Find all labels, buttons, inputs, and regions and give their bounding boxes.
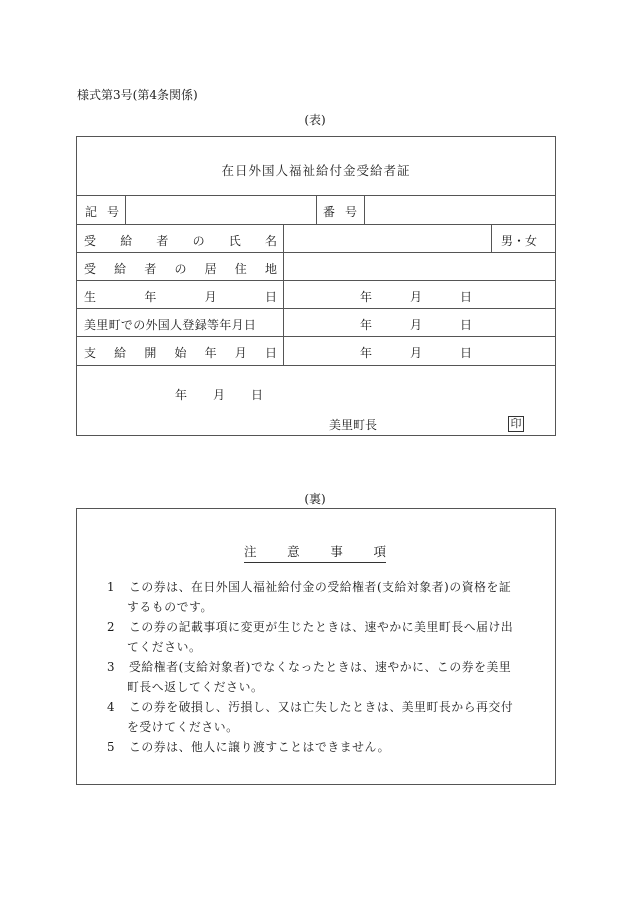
- record-no-label: 記 号: [85, 205, 119, 219]
- payment-start-field[interactable]: 年 月 日: [360, 346, 472, 360]
- issuer-label: 美里町長: [329, 418, 378, 432]
- birth-date-field[interactable]: 年 月 日: [360, 290, 472, 304]
- front-side-label: (表): [304, 113, 326, 127]
- recipient-name-field[interactable]: [287, 226, 487, 250]
- payment-start-label: 支 給 開 始 年 月 日: [84, 346, 277, 360]
- recipient-address-label: 受 給 者 の 居 住 地: [84, 262, 277, 276]
- column-divider: [316, 195, 317, 224]
- row-divider: [77, 365, 555, 366]
- notice-item-continuation: するものです。: [127, 600, 213, 614]
- notice-item-continuation: てください。: [127, 640, 202, 654]
- row-divider: [77, 252, 555, 253]
- certificate-front: [76, 136, 556, 436]
- column-divider: [125, 195, 126, 224]
- number-label: 番 号: [323, 205, 357, 219]
- recipient-address-field[interactable]: [287, 254, 547, 278]
- column-divider: [283, 224, 284, 365]
- notice-item: 1 この券は、在日外国人福祉給付金の受給権者(支給対象者)の資格を証: [107, 580, 512, 594]
- row-divider: [77, 280, 555, 281]
- row-divider: [77, 224, 555, 225]
- notice-item: 2 この券の記載事項に変更が生じたときは、速やかに美里町長へ届け出: [107, 620, 514, 634]
- record-no-field[interactable]: [129, 197, 312, 222]
- certificate-back: [76, 508, 556, 785]
- row-divider: [77, 308, 555, 309]
- notice-item-continuation: 町長へ返してください。: [127, 680, 264, 694]
- certificate-title: 在日外国人福祉給付金受給者証: [221, 163, 411, 178]
- row-divider: [77, 336, 555, 337]
- seal-stamp-box: 印: [508, 416, 524, 432]
- recipient-name-label: 受 給 者 の 氏 名: [84, 234, 277, 248]
- notice-item: 5 この券は、他人に譲り渡すことはできません。: [107, 740, 391, 754]
- notice-title: 注 意 事 項: [244, 542, 386, 563]
- column-divider: [364, 195, 365, 224]
- birth-date-label: 生 年 月 日: [84, 290, 277, 304]
- back-side-label: (裏): [304, 492, 326, 506]
- notice-item: 4 この券を破損し、汚損し、又は亡失したときは、美里町長から再交付: [107, 700, 514, 714]
- notice-item: 3 受給権者(支給対象者)でなくなったときは、速やかに、この券を美里: [107, 660, 512, 674]
- number-field[interactable]: [368, 197, 551, 222]
- issue-date-field[interactable]: 年 月 日: [175, 388, 263, 402]
- form-number-label: 様式第3号(第4条関係): [77, 88, 198, 102]
- registration-date-field[interactable]: 年 月 日: [360, 318, 472, 332]
- column-divider: [491, 224, 492, 252]
- notice-item-continuation: を受けてください。: [127, 720, 239, 734]
- gender-select[interactable]: 男・女: [501, 234, 538, 248]
- registration-date-label: 美里町での外国人登録等年月日: [84, 318, 257, 332]
- notice-list: [107, 577, 531, 757]
